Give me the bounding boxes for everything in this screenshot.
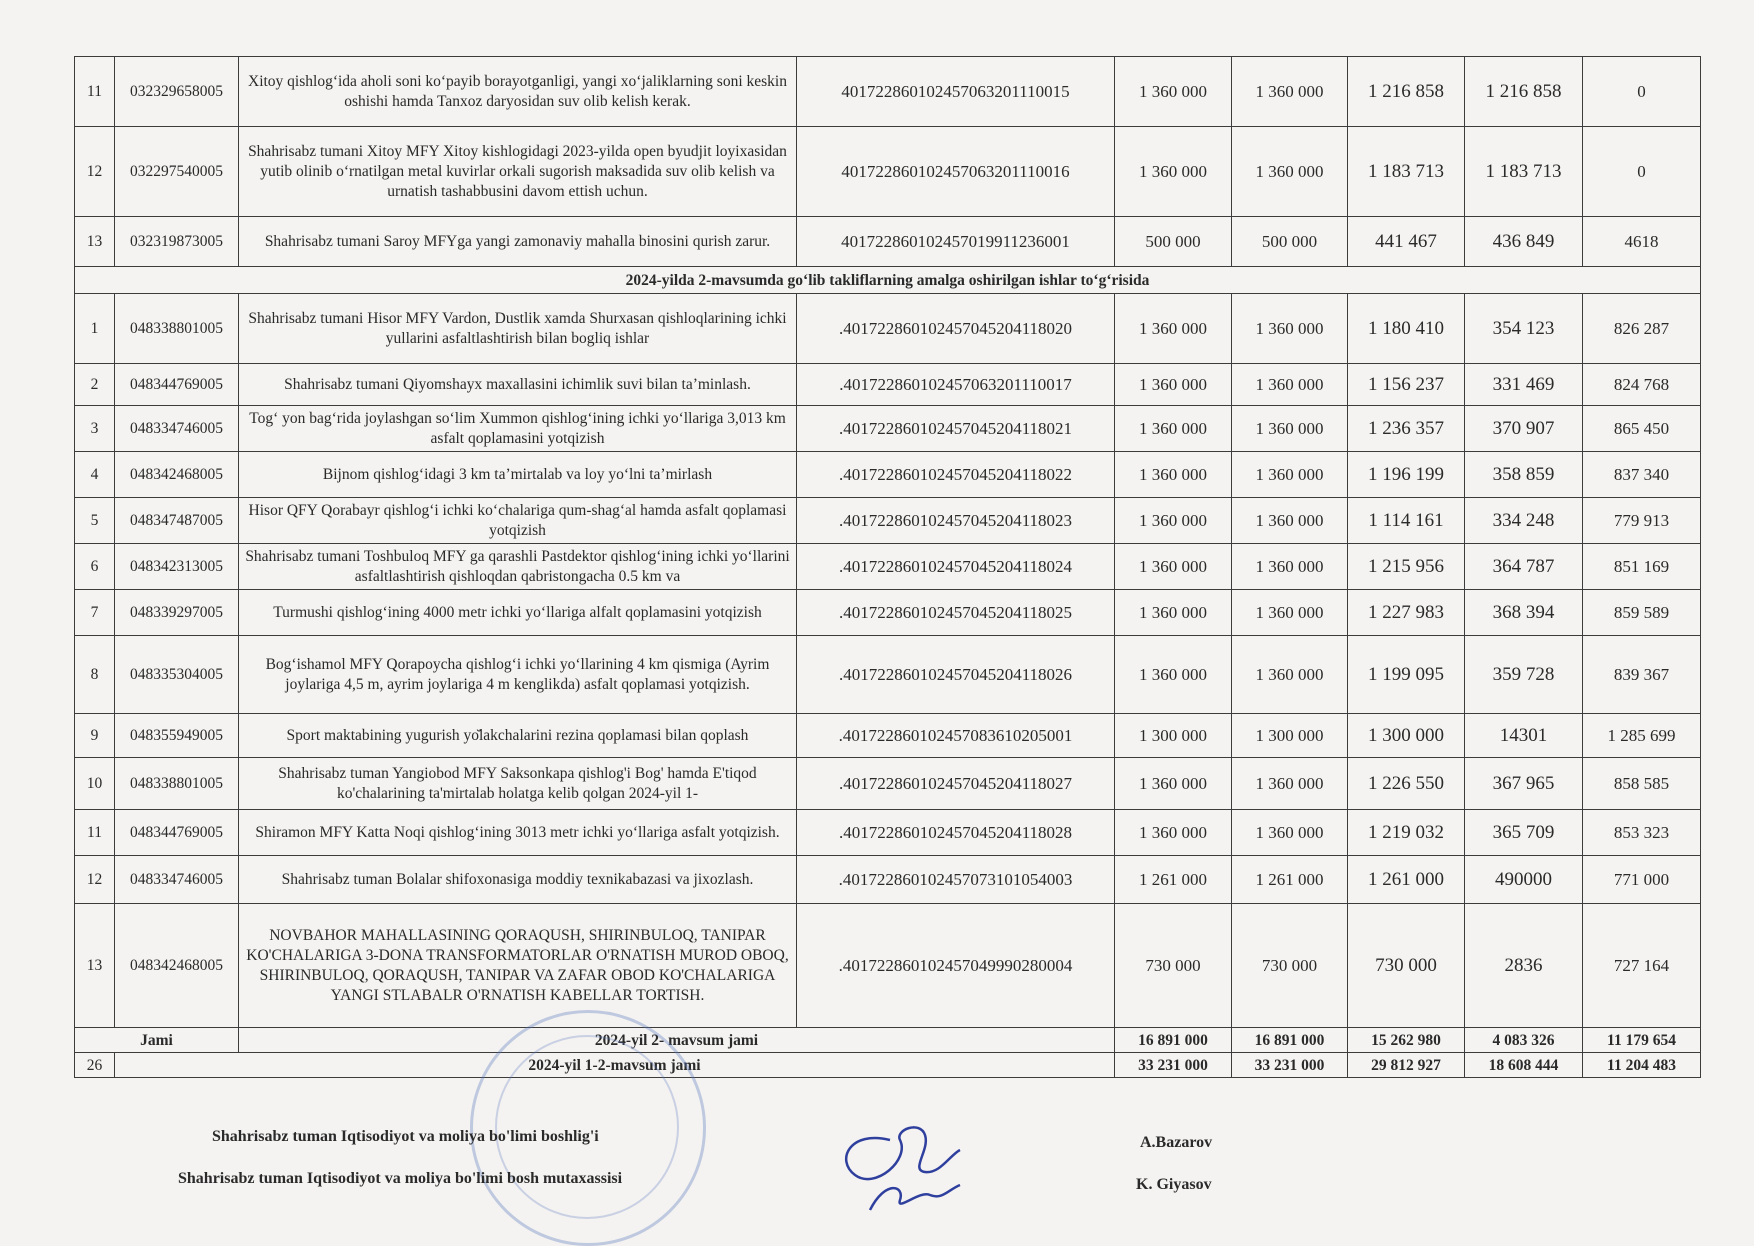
row-code: 048342468005: [115, 452, 239, 498]
row-value-1: 1 360 000: [1115, 810, 1232, 856]
row-value-1: 1 360 000: [1115, 498, 1232, 544]
row-value-4: 14301: [1465, 714, 1583, 758]
row-value-1: 1 360 000: [1115, 544, 1232, 590]
row-code: 048342468005: [115, 904, 239, 1028]
row-value-1: 1 360 000: [1115, 364, 1232, 406]
row-value-2: 1 360 000: [1232, 498, 1348, 544]
row-value-2: 1 360 000: [1232, 364, 1348, 406]
row-account: 401722860102457063201110016: [797, 127, 1115, 217]
row-account: .401722860102457045204118022: [797, 452, 1115, 498]
row-value-5: 837 340: [1583, 452, 1701, 498]
signature-title-2: Shahrisabz tuman Iqtisodiyot va moliya bo'limi bosh mutaxassisi: [178, 1170, 623, 1187]
row-description: Shahrisabz tuman Yangiobod MFY Saksonkapa qishlog'i Bog' hamda E'tiqod ko'chalarining ta'mirtalab holatga kelib qolgan 2024-yil 1-: [239, 758, 797, 810]
row-value-2: 1 360 000: [1232, 294, 1348, 364]
row-value-1: 1 360 000: [1115, 758, 1232, 810]
row-account: .401722860102457073101054003: [797, 856, 1115, 904]
row-value-2: 730 000: [1232, 904, 1348, 1028]
row-value-4: 334 248: [1465, 498, 1583, 544]
row-number: 11: [75, 810, 115, 856]
row-number: 4: [75, 452, 115, 498]
row-code: 048355949005: [115, 714, 239, 758]
row-value-1: 500 000: [1115, 217, 1232, 267]
row-code: 032297540005: [115, 127, 239, 217]
table-row: [75, 57, 1701, 127]
row-description: Shahrisabz tumani Qiyomshayx maxallasini ichimlik suvi bilan ta’minlash.: [239, 364, 797, 406]
row-value-2: 1 360 000: [1232, 544, 1348, 590]
row-value-1: 1 360 000: [1115, 636, 1232, 714]
budget-table: [74, 56, 1701, 1078]
row-code: 048347487005: [115, 498, 239, 544]
row-value-5: 859 589: [1583, 590, 1701, 636]
row-value-2: 1 360 000: [1232, 758, 1348, 810]
row-description: Shahrisabz tumani Saroy MFYga yangi zamonaviy mahalla binosini qurish zarur.: [239, 217, 797, 267]
row-value-1: 1 360 000: [1115, 452, 1232, 498]
row-code: 048334746005: [115, 856, 239, 904]
row-value-5: 853 323: [1583, 810, 1701, 856]
row-value-1: 1 261 000: [1115, 856, 1232, 904]
row-value-5: 4618: [1583, 217, 1701, 267]
row-value-1: 1 360 000: [1115, 57, 1232, 127]
row-value-5: 771 000: [1583, 856, 1701, 904]
table-row: [75, 810, 1701, 856]
row-account: 401722860102457019911236001: [797, 217, 1115, 267]
row-description: Turmushi qishlog‘ining 4000 metr ichki yo‘llariga alfalt qoplamasini yotqizish: [239, 590, 797, 636]
row-value-3: 1 156 237: [1348, 364, 1465, 406]
row-number: 9: [75, 714, 115, 758]
row-value-5: 824 768: [1583, 364, 1701, 406]
table-row: [75, 544, 1701, 590]
row-value-4: 490000: [1465, 856, 1583, 904]
grandtotal-v1: 33 231 000: [1115, 1053, 1232, 1078]
table-row: [75, 498, 1701, 544]
row-value-2: 1 261 000: [1232, 856, 1348, 904]
row-account: .401722860102457045204118027: [797, 758, 1115, 810]
row-number: 13: [75, 904, 115, 1028]
row-value-5: 1 285 699: [1583, 714, 1701, 758]
signature-title-1: Shahrisabz tuman Iqtisodiyot va moliya bo'limi boshlig'i: [212, 1128, 599, 1145]
row-value-4: 370 907: [1465, 406, 1583, 452]
row-value-5: 858 585: [1583, 758, 1701, 810]
row-value-3: 1 114 161: [1348, 498, 1465, 544]
row-value-3: 730 000: [1348, 904, 1465, 1028]
row-value-5: 851 169: [1583, 544, 1701, 590]
row-value-4: 436 849: [1465, 217, 1583, 267]
handwritten-signature: [830, 1100, 990, 1220]
row-account: .401722860102457083610205001: [797, 714, 1115, 758]
table-row: [75, 452, 1701, 498]
signature-name-2: K. Giyasov: [1136, 1176, 1212, 1193]
section-header-row: [75, 267, 1701, 294]
row-value-5: 727 164: [1583, 904, 1701, 1028]
row-value-3: 1 219 032: [1348, 810, 1465, 856]
row-value-5: 865 450: [1583, 406, 1701, 452]
row-code: 032329658005: [115, 57, 239, 127]
row-description: Shahrisabz tuman Bolalar shifoxonasiga moddiy texnikabazasi va jixozlash.: [239, 856, 797, 904]
row-account: .401722860102457045204118021: [797, 406, 1115, 452]
row-value-4: 1 183 713: [1465, 127, 1583, 217]
row-account: .401722860102457049990280004: [797, 904, 1115, 1028]
table-row: [75, 636, 1701, 714]
row-code: 048344769005: [115, 810, 239, 856]
row-value-2: 1 360 000: [1232, 452, 1348, 498]
grandtotal-title: 2024-yil 1-2-mavsum jami: [115, 1053, 1115, 1078]
row-value-3: 1 227 983: [1348, 590, 1465, 636]
row-value-3: 1 183 713: [1348, 127, 1465, 217]
row-value-2: 1 360 000: [1232, 127, 1348, 217]
table-row: [75, 406, 1701, 452]
row-account: 401722860102457063201110015: [797, 57, 1115, 127]
row-account: .401722860102457045204118025: [797, 590, 1115, 636]
row-account: .401722860102457045204118028: [797, 810, 1115, 856]
row-description: Shahrisabz tumani Toshbuloq MFY ga qarashli Pastdektor qishlog‘ining ichki yo‘llarini asfaltlashtirish qishloqdan qabristongacha 0.5 km va: [239, 544, 797, 590]
row-value-2: 1 360 000: [1232, 57, 1348, 127]
row-value-5: 826 287: [1583, 294, 1701, 364]
row-value-4: 359 728: [1465, 636, 1583, 714]
row-code: 048334746005: [115, 406, 239, 452]
row-description: Shahrisabz tumani Xitoy MFY Xitoy kishlogidagi 2023-yilda open byudjit loyixasidan yutib olinib o‘rnatilgan metal kuvirlar orkali sugorish maksadida suv olib kelish va urnatish tashabbusini davom ettish uchun.: [239, 127, 797, 217]
row-account: .401722860102457063201110017: [797, 364, 1115, 406]
row-number: 12: [75, 856, 115, 904]
row-account: .401722860102457045204118024: [797, 544, 1115, 590]
row-value-2: 500 000: [1232, 217, 1348, 267]
row-value-4: 331 469: [1465, 364, 1583, 406]
row-value-2: 1 360 000: [1232, 590, 1348, 636]
row-value-3: 1 215 956: [1348, 544, 1465, 590]
row-value-1: 1 300 000: [1115, 714, 1232, 758]
row-account: .401722860102457045204118020: [797, 294, 1115, 364]
table-row: [75, 758, 1701, 810]
row-code: 048338801005: [115, 758, 239, 810]
row-value-4: 358 859: [1465, 452, 1583, 498]
subtotal-row: [75, 1028, 1701, 1053]
row-description: Bijnom qishlog‘idagi 3 km ta’mirtalab va loy yo‘lni ta’mirlash: [239, 452, 797, 498]
grandtotal-number: 26: [75, 1053, 115, 1078]
row-value-4: 364 787: [1465, 544, 1583, 590]
grandtotal-v2: 33 231 000: [1232, 1053, 1348, 1078]
grandtotal-v4: 18 608 444: [1465, 1053, 1583, 1078]
row-code: 048342313005: [115, 544, 239, 590]
row-number: 2: [75, 364, 115, 406]
row-description: Hisor QFY Qorabayr qishlog‘i ichki ko‘chalariga qum-shag‘al hamda asfalt qoplamasi yotqizish: [239, 498, 797, 544]
row-value-1: 1 360 000: [1115, 294, 1232, 364]
row-value-1: 1 360 000: [1115, 127, 1232, 217]
row-number: 11: [75, 57, 115, 127]
table-row: [75, 856, 1701, 904]
row-number: 6: [75, 544, 115, 590]
row-value-4: 354 123: [1465, 294, 1583, 364]
row-code: 048344769005: [115, 364, 239, 406]
row-value-3: 1 199 095: [1348, 636, 1465, 714]
subtotal-v3: 15 262 980: [1348, 1028, 1465, 1053]
row-number: 3: [75, 406, 115, 452]
row-value-3: 1 236 357: [1348, 406, 1465, 452]
row-value-3: 1 196 199: [1348, 452, 1465, 498]
row-value-5: 0: [1583, 57, 1701, 127]
row-description: Sport maktabining yugurish yо̆lakchalarini rezina qoplamasi bilan qoplash: [239, 714, 797, 758]
row-value-3: 1 300 000: [1348, 714, 1465, 758]
row-value-3: 1 261 000: [1348, 856, 1465, 904]
subtotal-v2: 16 891 000: [1232, 1028, 1348, 1053]
signature-name-1: A.Bazarov: [1140, 1134, 1213, 1151]
row-description: NOVBAHOR MAHALLASINING QORAQUSH, SHIRINBULOQ, TANIPAR KO'CHALARIGA 3-DONA TRANSFORMATORLAR O'RNATISH MUROD OBOQ, SHIRINBULOQ, QORAQUSH, TANIPAR VA ZAFAR OBOD KO'CHALARIGA YANGI STLABALR O'RNATISH KABELLAR TORTISH.: [239, 904, 797, 1028]
section-title: 2024-yilda 2-mavsumda go‘lib takliflarning amalga oshirilgan ishlar to‘g‘risida: [75, 267, 1701, 294]
row-code: 048338801005: [115, 294, 239, 364]
row-value-3: 1 216 858: [1348, 57, 1465, 127]
row-number: 1: [75, 294, 115, 364]
row-number: 5: [75, 498, 115, 544]
table-body-bottom: [75, 294, 1701, 1028]
table-row: [75, 294, 1701, 364]
table-body-top: [75, 57, 1701, 267]
grandtotal-row: [75, 1053, 1701, 1078]
row-number: 7: [75, 590, 115, 636]
subtotal-v4: 4 083 326: [1465, 1028, 1583, 1053]
row-description: Shahrisabz tumani Hisor MFY Vardon, Dustlik xamda Shurxasan qishloqlarining ichki yullarini asfaltlashtirish bilan bogliq ishlar: [239, 294, 797, 364]
subtotal-v1: 16 891 000: [1115, 1028, 1232, 1053]
table-row: [75, 904, 1701, 1028]
grandtotal-v5: 11 204 483: [1583, 1053, 1701, 1078]
subtotal-title: 2024-yil 2- mavsum jami: [239, 1028, 1115, 1053]
row-account: .401722860102457045204118023: [797, 498, 1115, 544]
row-value-2: 1 360 000: [1232, 406, 1348, 452]
subtotal-v5: 11 179 654: [1583, 1028, 1701, 1053]
table-row: [75, 217, 1701, 267]
table-row: [75, 127, 1701, 217]
row-value-5: 779 913: [1583, 498, 1701, 544]
row-value-2: 1 360 000: [1232, 810, 1348, 856]
row-value-1: 1 360 000: [1115, 590, 1232, 636]
row-code: 048335304005: [115, 636, 239, 714]
row-value-3: 441 467: [1348, 217, 1465, 267]
row-value-2: 1 300 000: [1232, 714, 1348, 758]
subtotal-label: Jami: [75, 1028, 239, 1053]
row-value-4: 367 965: [1465, 758, 1583, 810]
table-row: [75, 364, 1701, 406]
row-description: Tog‘ yon bag‘rida joylashgan so‘lim Xummon qishlog‘ining ichki yo‘llariga 3,013 km asfalt qoplamasini yotqizish: [239, 406, 797, 452]
table-row: [75, 714, 1701, 758]
row-number: 12: [75, 127, 115, 217]
row-number: 10: [75, 758, 115, 810]
row-value-3: 1 180 410: [1348, 294, 1465, 364]
row-value-4: 1 216 858: [1465, 57, 1583, 127]
row-number: 13: [75, 217, 115, 267]
row-account: .401722860102457045204118026: [797, 636, 1115, 714]
row-code: 048339297005: [115, 590, 239, 636]
row-number: 8: [75, 636, 115, 714]
row-code: 032319873005: [115, 217, 239, 267]
table-row: [75, 590, 1701, 636]
row-value-4: 2836: [1465, 904, 1583, 1028]
row-value-1: 730 000: [1115, 904, 1232, 1028]
row-value-1: 1 360 000: [1115, 406, 1232, 452]
row-value-3: 1 226 550: [1348, 758, 1465, 810]
row-description: Xitoy qishlog‘ida aholi soni ko‘payib borayotganligi, yangi xo‘jaliklarning soni keskin oshishi hamda Tanxoz daryosidan suv olib kelish kerak.: [239, 57, 797, 127]
row-description: Bog‘ishamol MFY Qorapoycha qishlog‘i ichki yo‘llarining 4 km qismiga (Ayrim joylariga 4,5 m, ayrim joylariga 4 m kenglikda) asfalt qoplamasi yotqizish.: [239, 636, 797, 714]
row-value-4: 368 394: [1465, 590, 1583, 636]
row-value-2: 1 360 000: [1232, 636, 1348, 714]
row-description: Shiramon MFY Katta Noqi qishlog‘ining 3013 metr ichki yo‘llariga asfalt yotqizish.: [239, 810, 797, 856]
row-value-4: 365 709: [1465, 810, 1583, 856]
row-value-5: 0: [1583, 127, 1701, 217]
row-value-5: 839 367: [1583, 636, 1701, 714]
grandtotal-v3: 29 812 927: [1348, 1053, 1465, 1078]
